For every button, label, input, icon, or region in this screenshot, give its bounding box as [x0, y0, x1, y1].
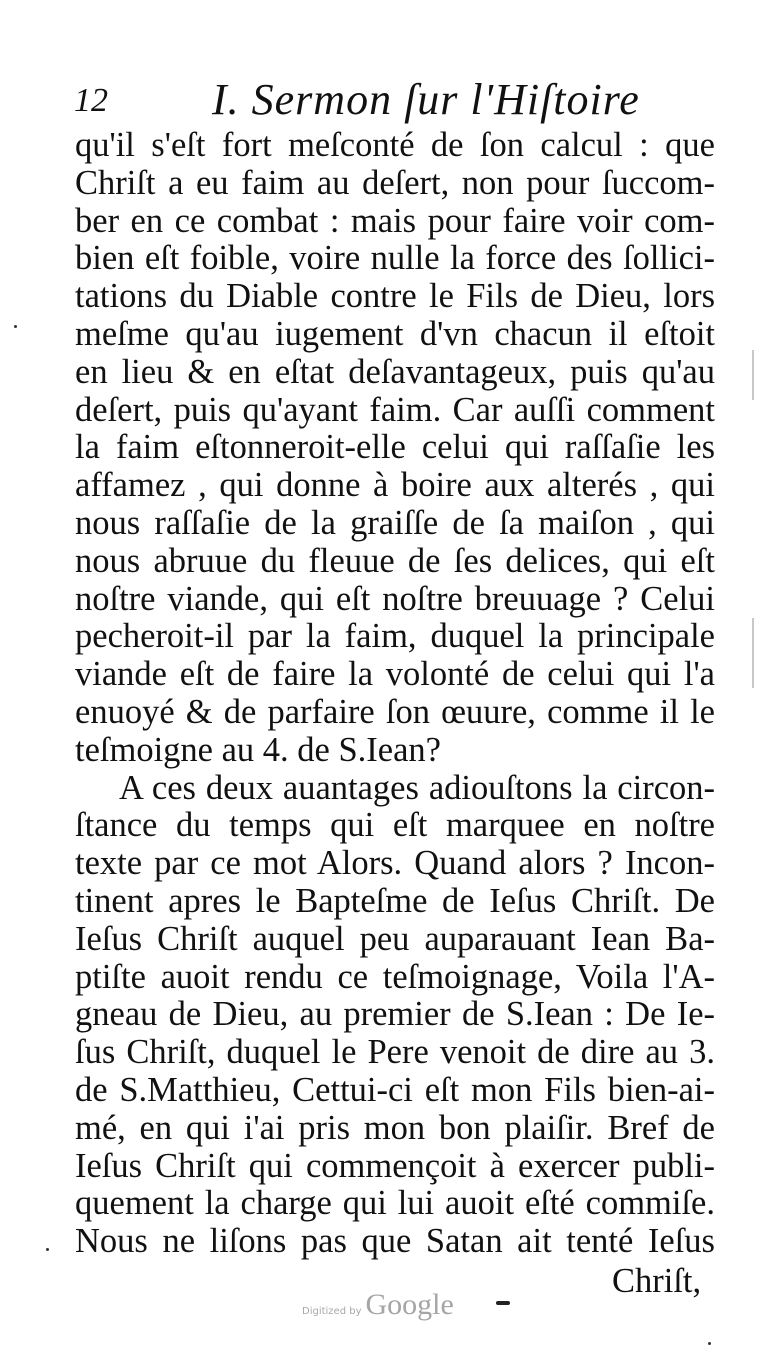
text-line: quement la charge qui lui auoit eſté commiſe. — [75, 1184, 715, 1223]
scan-edge-line — [752, 618, 754, 688]
ink-mark — [496, 1301, 510, 1305]
text-line: nous raſſaſie de la graiſſe de ſa maiſon , qui — [75, 503, 715, 542]
text-line: la faim eſtonneroit-elle celui qui raſſaſie les — [75, 428, 715, 467]
text-line: de S.Matthieu, Cettui-ci eſt mon Fils bien-ai- — [75, 1070, 715, 1109]
text-line: ber en ce combat : mais pour faire voir com- — [75, 201, 715, 240]
text-line: pecheroit-il par la faim, duquel la principale — [75, 617, 715, 656]
google-logo: Google — [365, 1288, 454, 1321]
text-line: Nous ne liſons pas que Satan ait tenté Ieſus — [75, 1222, 715, 1261]
text-line: affamez , qui donne à boire aux alterés , qui — [75, 466, 715, 505]
text-line: en lieu & en eſtat deſavantageux, puis qu'au — [75, 352, 715, 391]
text-line: deſert, puis qu'ayant faim. Car auſſi comment — [75, 390, 715, 429]
text-line: texte par ce mot Alors. Quand alors ? Incon- — [75, 844, 715, 883]
text-line: bien eſt foible, voire nulle la force des ſollici- — [75, 239, 715, 278]
text-line: tinent apres le Bapteſme de Ieſus Chriſt. De — [75, 881, 715, 920]
text-line: qu'il s'eſt fort meſconté de ſon calcul : que — [75, 126, 715, 164]
text-line: meſme qu'au iugement d'vn chacun il eſtoit — [75, 314, 715, 353]
ink-speck — [14, 325, 17, 328]
digitization-watermark — [302, 1288, 454, 1322]
text-line: mé, en qui i'ai pris mon bon plaiſir. Bref de — [75, 1108, 715, 1147]
text-line: ſus Chriſt, duquel le Pere venoit de dire au 3. — [75, 1033, 715, 1072]
text-line: A ces deux auantages adiouſtons la circon- — [119, 768, 715, 807]
digitized-by-label: Digitized by — [302, 1306, 362, 1317]
ink-speck — [708, 1342, 711, 1345]
scan-edge-line — [752, 350, 754, 400]
page-number: 12 — [74, 82, 108, 119]
ink-speck — [46, 1248, 49, 1251]
catchword: Chriſt, — [612, 1262, 702, 1300]
text-line: Ieſus Chriſt auquel peu auparauant Iean Ba- — [75, 919, 715, 958]
page-header — [74, 74, 674, 130]
body-text — [75, 127, 715, 1261]
text-line: Chriſt a eu faim au deſert, non pour ſuccom- — [75, 163, 715, 202]
text-line: nous abruue du fleuue de ſes delices, qui eſt — [75, 541, 715, 580]
text-line: ſtance du temps qui eſt marquee en noſtre — [75, 806, 715, 845]
text-line: gneau de Dieu, au premier de S.Iean : De Ie- — [75, 995, 715, 1034]
running-title: I. Sermon ſur l'Hiſtoire — [212, 75, 640, 124]
text-line: viande eſt de faire la volonté de celui qui l'a — [75, 655, 715, 694]
text-line: tations du Diable contre le Fils de Dieu, lors — [75, 277, 715, 316]
text-line: enuoyé & de parfaire ſon œuure, comme il le — [75, 692, 715, 731]
text-line: ptiſte auoit rendu ce teſmoignage, Voila l'A- — [75, 957, 715, 996]
text-line: teſmoigne au 4. de S.Iean? — [75, 730, 441, 769]
text-line: Ieſus Chriſt qui commençoit à exercer publi- — [75, 1146, 715, 1185]
text-line: noſtre viande, qui eſt noſtre breuuage ? Celui — [75, 579, 715, 618]
